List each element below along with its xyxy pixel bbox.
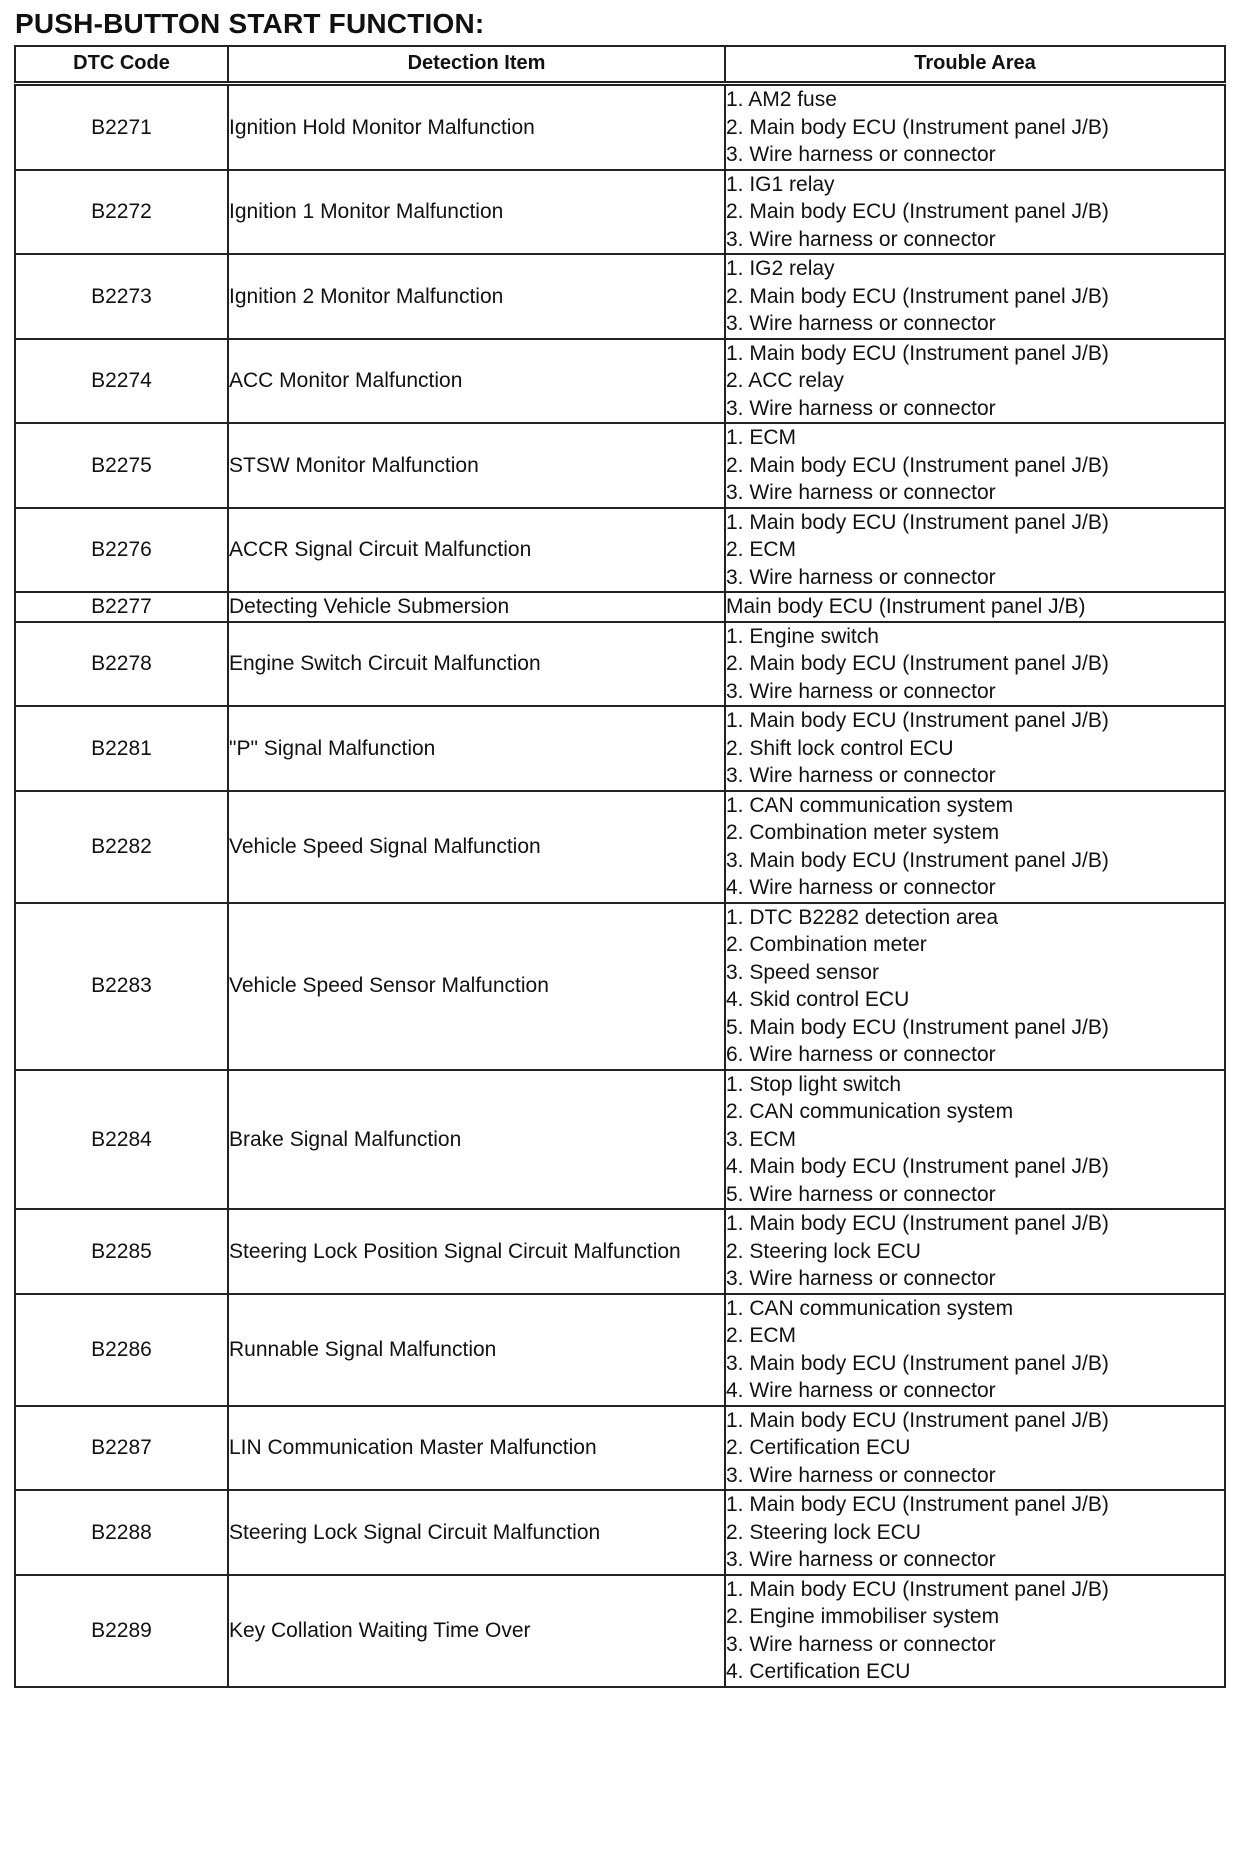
trouble-area-item: 3. Wire harness or connector — [726, 565, 996, 589]
dtc-code-cell: B2276 — [15, 508, 228, 593]
trouble-area-item: 6. Wire harness or connector — [726, 1043, 996, 1066]
page-title: PUSH-BUTTON START FUNCTION: — [15, 8, 485, 39]
dtc-code-cell: B2273 — [15, 254, 228, 339]
trouble-area-item: 4. Wire harness or connector — [726, 876, 996, 899]
header-dtc-code: DTC Code — [15, 46, 228, 84]
trouble-area-item: 2. Combination meter — [726, 933, 927, 956]
trouble-area-item: 1. Main body ECU (Instrument panel J/B) — [726, 510, 1109, 534]
trouble-area-item: 4. Certification ECU — [726, 1660, 911, 1683]
trouble-area-cell — [725, 1406, 1225, 1491]
dtc-code-cell: B2272 — [15, 170, 228, 255]
table-row — [15, 1490, 1225, 1575]
trouble-area-item: 2. Engine immobiliser system — [726, 1605, 1000, 1628]
trouble-area-item: 3. Main body ECU (Instrument panel J/B) — [726, 848, 1109, 872]
dtc-code-cell: B2285 — [15, 1209, 228, 1294]
trouble-area-item: 1. IG1 relay — [726, 172, 835, 196]
dtc-code-cell: B2278 — [15, 622, 228, 707]
trouble-area-item: 2. Main body ECU (Instrument panel J/B) — [726, 115, 1109, 139]
dtc-table — [14, 45, 1226, 1688]
trouble-area-list — [726, 340, 1224, 423]
dtc-code-cell: B2283 — [15, 903, 228, 1070]
trouble-area-item: 3. Wire harness or connector — [726, 396, 996, 420]
trouble-area-cell — [725, 423, 1225, 508]
header-trouble-area: Trouble Area — [725, 46, 1225, 84]
trouble-area-item: 2. Main body ECU (Instrument panel J/B) — [726, 652, 1109, 675]
trouble-area-cell — [725, 170, 1225, 255]
table-header — [15, 46, 1225, 84]
dtc-code-cell: B2274 — [15, 339, 228, 424]
detection-item-cell: ACCR Signal Circuit Malfunction — [228, 508, 725, 593]
trouble-area-item: 2. Steering lock ECU — [726, 1239, 921, 1263]
dtc-code-cell: B2271 — [15, 84, 228, 170]
table-row — [15, 1575, 1225, 1687]
trouble-area-item: 3. Wire harness or connector — [726, 227, 996, 251]
trouble-area-item: 5. Main body ECU (Instrument panel J/B) — [726, 1015, 1109, 1039]
header-detection-item: Detection Item — [228, 46, 725, 84]
trouble-area-item: 2. Shift lock control ECU — [726, 736, 954, 760]
trouble-area-item: 2. Main body ECU (Instrument panel J/B) — [726, 284, 1109, 308]
trouble-area-list — [726, 171, 1224, 254]
trouble-area-item: 1. Main body ECU (Instrument panel J/B) — [726, 1577, 1109, 1601]
trouble-area-cell — [725, 1209, 1225, 1294]
trouble-area-item: 3. Wire harness or connector — [726, 764, 996, 787]
trouble-area-item: 1. Main body ECU (Instrument panel J/B) — [726, 1493, 1109, 1516]
detection-item-cell: Steering Lock Signal Circuit Malfunction — [228, 1490, 725, 1575]
trouble-area-list — [726, 1576, 1224, 1686]
trouble-area-item: 3. Wire harness or connector — [726, 1463, 996, 1487]
trouble-area-item: 1. CAN communication system — [726, 1296, 1014, 1320]
trouble-area-item: 4. Main body ECU (Instrument panel J/B) — [726, 1155, 1109, 1178]
trouble-area-item: 3. Wire harness or connector — [726, 143, 996, 166]
trouble-area-item: 3. Wire harness or connector — [726, 1267, 996, 1290]
trouble-area-item: 3. Speed sensor — [726, 960, 879, 984]
dtc-code-cell: B2288 — [15, 1490, 228, 1575]
trouble-area-item: 2. Combination meter system — [726, 821, 1000, 844]
trouble-area-cell — [725, 1490, 1225, 1575]
detection-item-cell: ACC Monitor Malfunction — [228, 339, 725, 424]
trouble-area-cell — [725, 84, 1225, 170]
dtc-code-cell: B2284 — [15, 1070, 228, 1210]
trouble-area-item: 1. DTC B2282 detection area — [726, 905, 998, 929]
trouble-area-cell — [725, 622, 1225, 707]
trouble-area-item: 3. Wire harness or connector — [726, 1632, 996, 1656]
trouble-area-item: 1. Main body ECU (Instrument panel J/B) — [726, 1408, 1109, 1432]
trouble-area-cell — [725, 592, 1225, 622]
trouble-area-item: 2. Main body ECU (Instrument panel J/B) — [726, 453, 1109, 477]
trouble-area-item: 3. Wire harness or connector — [726, 679, 996, 703]
trouble-area-list — [726, 1491, 1224, 1574]
trouble-area-list — [726, 1407, 1224, 1490]
trouble-area-list — [726, 86, 1224, 169]
trouble-area-item: 2. Main body ECU (Instrument panel J/B) — [726, 200, 1109, 223]
table-row — [15, 1406, 1225, 1491]
header-row — [15, 46, 1225, 84]
table-row — [15, 903, 1225, 1070]
trouble-area-list — [726, 255, 1224, 338]
trouble-area-cell — [725, 254, 1225, 339]
trouble-area-item: 2. Certification ECU — [726, 1436, 911, 1459]
table-row — [15, 1209, 1225, 1294]
trouble-area-cell — [725, 1294, 1225, 1406]
table-row — [15, 339, 1225, 424]
table-row — [15, 791, 1225, 903]
trouble-area-item: 1. CAN communication system — [726, 793, 1014, 817]
dtc-code-cell: B2277 — [15, 592, 228, 622]
table-row — [15, 592, 1225, 622]
table-row — [15, 622, 1225, 707]
detection-item-cell: Ignition Hold Monitor Malfunction — [228, 84, 725, 170]
trouble-area-item: 1. Main body ECU (Instrument panel J/B) — [726, 1212, 1109, 1235]
trouble-area-item: 4. Wire harness or connector — [726, 1379, 996, 1402]
trouble-area-item: 2. ECM — [726, 1324, 797, 1347]
table-body — [15, 84, 1225, 1687]
trouble-area-item: 4. Skid control ECU — [726, 988, 910, 1011]
trouble-area-item: 3. Main body ECU (Instrument panel J/B) — [726, 1351, 1109, 1375]
detection-item-cell: Ignition 1 Monitor Malfunction — [228, 170, 725, 255]
trouble-area-item: 3. ECM — [726, 1127, 797, 1151]
trouble-area-item: 2. ACC relay — [726, 369, 844, 392]
dtc-code-cell: B2281 — [15, 706, 228, 791]
trouble-area-item: 2. ECM — [726, 538, 797, 561]
trouble-area-list — [726, 707, 1224, 790]
trouble-area-item: 1. Main body ECU (Instrument panel J/B) — [726, 709, 1109, 732]
trouble-area-item: Main body ECU (Instrument panel J/B) — [726, 595, 1086, 618]
dtc-code-cell: B2282 — [15, 791, 228, 903]
trouble-area-item: 1. Main body ECU (Instrument panel J/B) — [726, 341, 1109, 365]
trouble-area-cell — [725, 903, 1225, 1070]
trouble-area-item: 1. IG2 relay — [726, 257, 835, 280]
detection-item-cell: "P" Signal Malfunction — [228, 706, 725, 791]
trouble-area-list — [726, 792, 1224, 902]
detection-item-cell: Brake Signal Malfunction — [228, 1070, 725, 1210]
table-row — [15, 706, 1225, 791]
trouble-area-cell — [725, 1575, 1225, 1687]
dtc-code-cell: B2275 — [15, 423, 228, 508]
dtc-code-cell: B2287 — [15, 1406, 228, 1491]
detection-item-cell: Engine Switch Circuit Malfunction — [228, 622, 725, 707]
dtc-code-cell: B2289 — [15, 1575, 228, 1687]
detection-item-cell: Vehicle Speed Sensor Malfunction — [228, 903, 725, 1070]
table-row — [15, 423, 1225, 508]
trouble-area-list — [726, 424, 1224, 507]
dtc-code-cell: B2286 — [15, 1294, 228, 1406]
table-row — [15, 1294, 1225, 1406]
trouble-area-list — [726, 509, 1224, 592]
trouble-area-item: 1. Engine switch — [726, 624, 879, 648]
detection-item-cell: Detecting Vehicle Submersion — [228, 592, 725, 622]
trouble-area-cell — [725, 1070, 1225, 1210]
trouble-area-list — [726, 593, 1224, 621]
detection-item-cell: Vehicle Speed Signal Malfunction — [228, 791, 725, 903]
trouble-area-item: 5. Wire harness or connector — [726, 1182, 996, 1206]
table-row — [15, 254, 1225, 339]
trouble-area-cell — [725, 791, 1225, 903]
detection-item-cell: Steering Lock Position Signal Circuit Malfunction — [228, 1209, 725, 1294]
trouble-area-item: 1. AM2 fuse — [726, 88, 837, 111]
trouble-area-list — [726, 1071, 1224, 1209]
table-row — [15, 1070, 1225, 1210]
table-row — [15, 508, 1225, 593]
trouble-area-list — [726, 904, 1224, 1069]
trouble-area-list — [726, 1210, 1224, 1293]
table-row — [15, 84, 1225, 170]
detection-item-cell: STSW Monitor Malfunction — [228, 423, 725, 508]
table-row — [15, 170, 1225, 255]
trouble-area-item: 2. Steering lock ECU — [726, 1520, 921, 1544]
trouble-area-item: 2. CAN communication system — [726, 1100, 1014, 1123]
detection-item-cell: Ignition 2 Monitor Malfunction — [228, 254, 725, 339]
trouble-area-item: 1. Stop light switch — [726, 1072, 902, 1096]
trouble-area-cell — [725, 339, 1225, 424]
trouble-area-item: 3. Wire harness or connector — [726, 312, 996, 335]
detection-item-cell: LIN Communication Master Malfunction — [228, 1406, 725, 1491]
detection-item-cell: Runnable Signal Malfunction — [228, 1294, 725, 1406]
trouble-area-cell — [725, 706, 1225, 791]
trouble-area-item: 1. ECM — [726, 426, 797, 449]
trouble-area-list — [726, 623, 1224, 706]
trouble-area-item: 3. Wire harness or connector — [726, 481, 996, 504]
trouble-area-list — [726, 1295, 1224, 1405]
trouble-area-item: 3. Wire harness or connector — [726, 1548, 996, 1571]
detection-item-cell: Key Collation Waiting Time Over — [228, 1575, 725, 1687]
trouble-area-cell — [725, 508, 1225, 593]
